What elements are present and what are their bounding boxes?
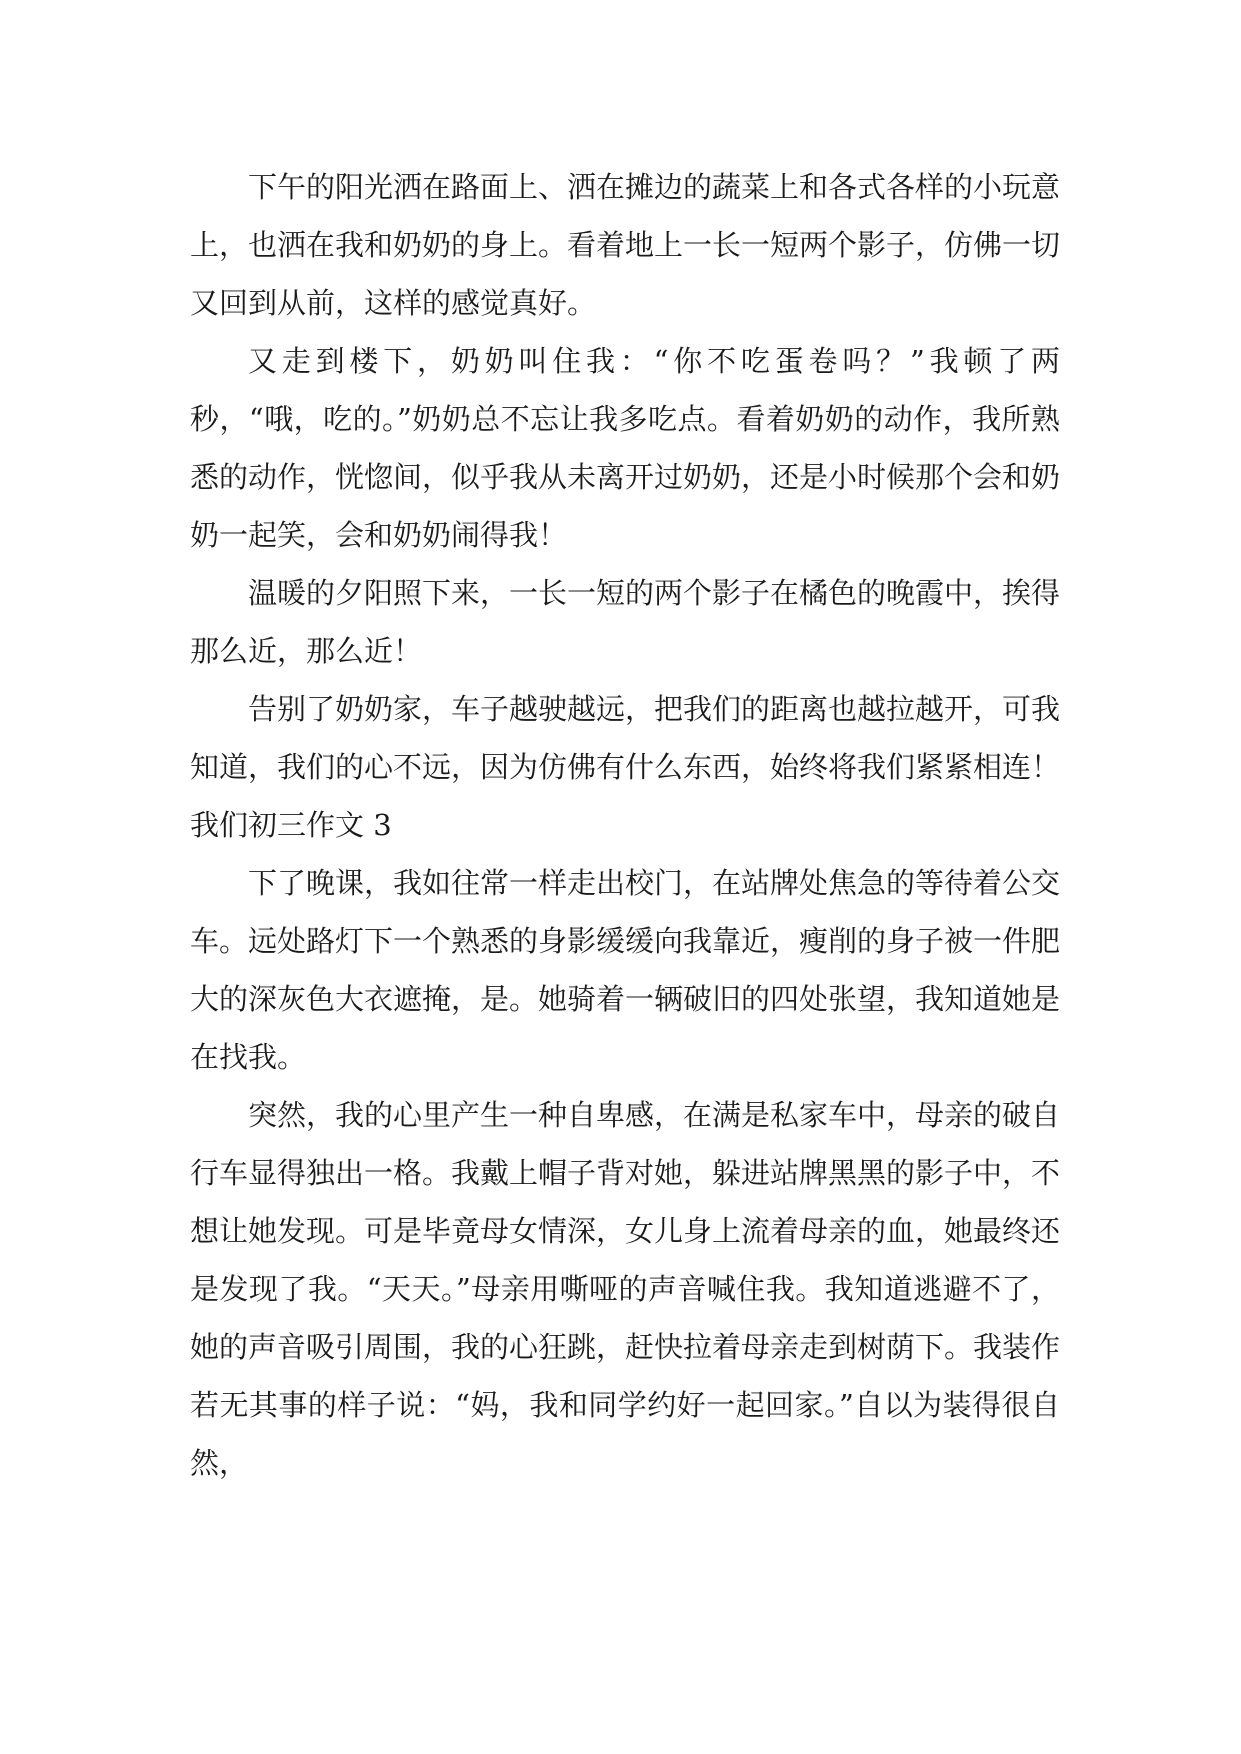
- document-body: [190, 158, 1060, 1492]
- paragraph: 又走到楼下，奶奶叫住我：“你不吃蛋卷吗？”我顿了两秒，“哦，吃的。”奶奶总不忘让我多吃点。看着奶奶的动作，我所熟悉的动作，恍惚间，似乎我从未离开过奶奶，还是小时候那个会和奶奶一起笑，会和奶奶闹得我！: [190, 344, 1061, 552]
- paragraph: 下了晚课，我如往常一样走出校门，在站牌处焦急的等待着公交车。远处路灯下一个熟悉的身影缓缓向我靠近，瘦削的身子被一件肥大的深灰色大衣遮掩，是。她骑着一辆破旧的四处张望，我知道她是在找我。: [190, 866, 1061, 1074]
- paragraph: 下午的阳光洒在路面上、洒在摊边的蔬菜上和各式各样的小玩意上，也洒在我和奶奶的身上。看着地上一长一短两个影子，仿佛一切又回到从前，这样的感觉真好。: [190, 170, 1061, 320]
- section-heading: 我们初三作文 3: [190, 808, 392, 842]
- paragraph: 告别了奶奶家，车子越驶越远，把我们的距离也越拉越开，可我知道，我们的心不远，因为仿佛有什么东西，始终将我们紧紧相连！: [190, 692, 1061, 784]
- paragraph: 温暖的夕阳照下来，一长一短的两个影子在橘色的晚霞中，挨得那么近，那么近！: [190, 576, 1061, 668]
- paragraph: 突然，我的心里产生一种自卑感，在满是私家车中，母亲的破自行车显得独出一格。我戴上帽子背对她，躲进站牌黑黑的影子中，不想让她发现。可是毕竟母女情深，女儿身上流着母亲的血，她最终还是发现了我。“天天。”母亲用嘶哑的声音喊住我。我知道逃避不了，她的声音吸引周围，我的心狂跳，赶快拉着母亲走到树荫下。我装作若无其事的样子说：“妈，我和同学约好一起回家。”自以为装得很自然，: [190, 1098, 1061, 1480]
